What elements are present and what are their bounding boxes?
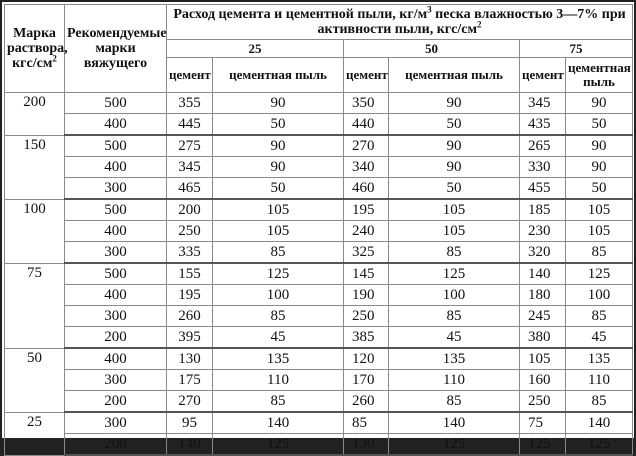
table-row [5,370,633,391]
cement-25-cell: 275 [167,135,213,157]
cement-75-cell: 105 [520,348,566,370]
cement-25-cell: 345 [167,157,213,178]
cement-25-cell: 355 [167,93,213,114]
dust-75-cell: 100 [566,285,633,306]
cement-75-cell: 160 [520,370,566,391]
binder-grade-cell: 200 [65,391,167,413]
cement-25-cell: 445 [167,114,213,136]
binder-grade-cell: 400 [65,114,167,136]
dust-75-cell: 45 [566,327,633,349]
mortar-grade-cell: 100 [5,199,65,263]
dust-25-cell: 100 [213,285,344,306]
table-row [5,242,633,264]
dust-75-cell: 90 [566,157,633,178]
binder-grade-cell: 300 [65,178,167,200]
dust-75-cell: 90 [566,93,633,114]
cement-75-cell: 245 [520,306,566,327]
dust-75-cell: 135 [566,348,633,370]
cement-50-header: цемент [344,58,389,93]
dust-75-cell: 50 [566,178,633,200]
cement-50-cell: 120 [344,348,389,370]
dust-75-cell: 105 [566,221,633,242]
binder-grade-cell: 300 [65,306,167,327]
dust-25-cell: 85 [213,242,344,264]
cement-50-cell: 340 [344,157,389,178]
binder-column-header: Рекомендуемые марки вяжущего [65,5,167,93]
binder-grade-cell: 400 [65,221,167,242]
cement-75-cell: 140 [520,263,566,285]
consumption-header: Расход цемента и цементной пыли, $кг/м^3$ песка влажностью 3—7% при активности пыли, кгс/$см^2$ [167,5,633,40]
table-row [5,263,633,285]
dust-25-cell: 45 [213,327,344,349]
cement-50-cell: 240 [344,221,389,242]
dust-50-cell: 85 [389,306,520,327]
binder-grade-cell: 400 [65,285,167,306]
dust-75-cell: 125 [566,434,633,456]
mortar-grade-cell: 75 [5,263,65,348]
cement-75-cell: 320 [520,242,566,264]
dust-50-cell: 110 [389,370,520,391]
binder-grade-cell: 500 [65,135,167,157]
cement-25-cell: 395 [167,327,213,349]
cement-75-cell: 330 [520,157,566,178]
cement-50-cell: 85 [344,412,389,434]
cement-25-cell: 270 [167,391,213,413]
binder-grade-cell: 300 [65,242,167,264]
mortar-grade-cell: 200 [5,93,65,136]
dust-25-cell: 105 [213,221,344,242]
cement-50-cell: 195 [344,199,389,221]
cement-75-cell: 265 [520,135,566,157]
binder-grade-cell: 500 [65,263,167,285]
cement-50-cell: 270 [344,135,389,157]
activity-75-header: 75 [520,40,633,58]
dust-75-cell: 50 [566,114,633,136]
cement-50-cell: 130 [344,434,389,456]
cement-25-cell: 95 [167,412,213,434]
cement-75-cell: 345 [520,93,566,114]
table-row [5,391,633,413]
table-row [5,327,633,349]
binder-grade-cell: 200 [65,327,167,349]
table-row [5,306,633,327]
table-row [5,157,633,178]
table-row [5,221,633,242]
dust-50-cell: 105 [389,199,520,221]
dust-25-cell: 135 [213,348,344,370]
dust-50-cell: 90 [389,157,520,178]
cement-25-cell: 195 [167,285,213,306]
grade-column-header: Марка раствора, кгс/$см^2$ [5,5,65,93]
binder-grade-cell: 500 [65,199,167,221]
dust-25-cell: 105 [213,199,344,221]
binder-grade-cell: 300 [65,412,167,434]
cement-25-cell: 260 [167,306,213,327]
mortar-grade-cell: 25 [5,412,65,455]
cement-50-cell: 350 [344,93,389,114]
dust-50-cell: 140 [389,412,520,434]
mortar-grade-cell: 150 [5,135,65,199]
activity-25-header: 25 [167,40,344,58]
table-body [5,93,633,456]
dust-25-header: цементная пыль [213,58,344,93]
activity-50-header: 50 [344,40,520,58]
cement-25-cell: 175 [167,370,213,391]
dust-50-cell: 100 [389,285,520,306]
dust-75-cell: 125 [566,263,633,285]
cement-75-cell: 185 [520,199,566,221]
dust-50-cell: 45 [389,327,520,349]
table-row [5,199,633,221]
dust-50-cell: 50 [389,178,520,200]
dust-50-cell: 125 [389,263,520,285]
cement-75-cell: 435 [520,114,566,136]
table-row [5,285,633,306]
cement-50-cell: 190 [344,285,389,306]
cement-50-cell: 325 [344,242,389,264]
dust-50-cell: 85 [389,391,520,413]
dust-50-cell: 85 [389,242,520,264]
dust-50-cell: 90 [389,135,520,157]
dust-25-cell: 110 [213,370,344,391]
dust-75-cell: 90 [566,135,633,157]
cement-25-cell: 250 [167,221,213,242]
cement-50-cell: 250 [344,306,389,327]
dust-50-cell: 105 [389,221,520,242]
cement-25-cell: 465 [167,178,213,200]
cement-consumption-table [4,4,633,456]
binder-grade-cell: 300 [65,370,167,391]
dust-50-cell: 90 [389,93,520,114]
table-row [5,412,633,434]
dust-75-cell: 85 [566,306,633,327]
cement-50-cell: 385 [344,327,389,349]
cement-75-cell: 250 [520,391,566,413]
cement-50-cell: 440 [344,114,389,136]
dust-50-cell: 125 [389,434,520,456]
dust-25-cell: 85 [213,306,344,327]
cement-75-cell: 180 [520,285,566,306]
binder-grade-cell: 500 [65,93,167,114]
cement-50-cell: 460 [344,178,389,200]
cement-25-cell: 155 [167,263,213,285]
dust-50-cell: 135 [389,348,520,370]
table-row [5,178,633,200]
cement-75-cell: 230 [520,221,566,242]
binder-grade-cell: 200 [65,434,167,456]
cement-50-cell: 260 [344,391,389,413]
cement-75-header: цемент [520,58,566,93]
dust-50-cell: 50 [389,114,520,136]
document-frame [2,2,634,452]
dust-75-cell: 85 [566,391,633,413]
cement-75-cell: 380 [520,327,566,349]
cement-25-cell: 200 [167,199,213,221]
cement-75-cell: 455 [520,178,566,200]
dust-25-cell: 90 [213,157,344,178]
table-header [5,5,633,93]
binder-grade-cell: 400 [65,348,167,370]
dust-75-header: цементная пыль [566,58,633,93]
dust-25-cell: 125 [213,434,344,456]
table-row [5,93,633,114]
dust-25-cell: 50 [213,178,344,200]
dust-75-cell: 85 [566,242,633,264]
dust-75-cell: 105 [566,199,633,221]
table-row [5,434,633,456]
dust-25-cell: 50 [213,114,344,136]
dust-25-cell: 125 [213,263,344,285]
dust-25-cell: 90 [213,93,344,114]
binder-grade-cell: 400 [65,157,167,178]
cement-25-header: цемент [167,58,213,93]
dust-25-cell: 90 [213,135,344,157]
dust-50-header: цементная пыль [389,58,520,93]
cement-25-cell: 335 [167,242,213,264]
cement-75-cell: 75 [520,412,566,434]
dust-25-cell: 140 [213,412,344,434]
cement-50-cell: 145 [344,263,389,285]
table-row [5,135,633,157]
cement-25-cell: 130 [167,348,213,370]
table-row [5,348,633,370]
table-row [5,114,633,136]
cement-25-cell: 140 [167,434,213,456]
dust-75-cell: 110 [566,370,633,391]
mortar-grade-cell: 50 [5,348,65,412]
cement-75-cell: 125 [520,434,566,456]
dust-75-cell: 140 [566,412,633,434]
cement-50-cell: 170 [344,370,389,391]
dust-25-cell: 85 [213,391,344,413]
